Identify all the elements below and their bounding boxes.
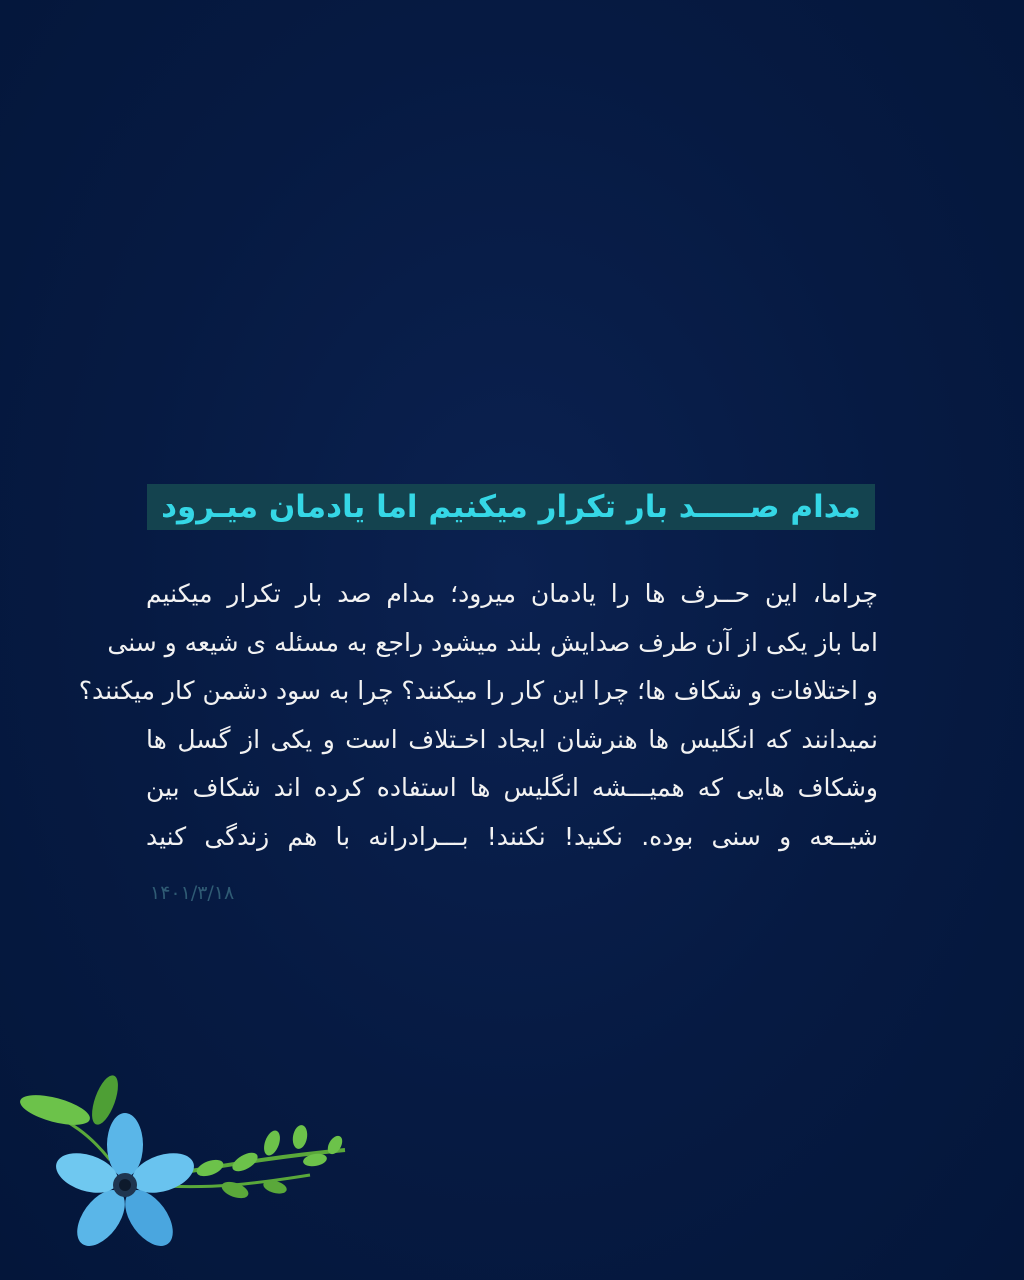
flower-decoration-icon [10,1065,360,1265]
quote-line: شیــعه و سنی بوده. نکنید! نکنند! بـــرادرانه با هم زندگی کنید [146,821,878,851]
quote-line: چراما، این حــرف ها را یادمان میرود؛ مدام صد بار تکرار میکنیم [146,579,878,608]
quote-line: نمیدانند که انگلیس ها هنرشان ایجاد اخـتلاف است و یکی از گسل ها [146,724,878,754]
date-label: ۱۴۰۱/۳/۱۸ [150,882,235,904]
quote-body [78,570,878,861]
quote-title: مدام صـــــد بار تکرار میکنیم اما یادمان میـرود [161,489,861,525]
quote-line: و اختلافات و شکاف ها؛ چرا این کار را میکنند؟ چرا به سود دشمن کار میکنند؟ [78,676,878,705]
title-highlight-bar [147,484,875,530]
quote-line: اما باز یکی از آن طرف صدایش بلند میشود راجع به مسئله ی شیعه و سنی [107,627,878,657]
quote-line: وشکاف هایی که همیـــشه انگلیس ها استفاده کرده اند شکاف بین [146,773,878,802]
